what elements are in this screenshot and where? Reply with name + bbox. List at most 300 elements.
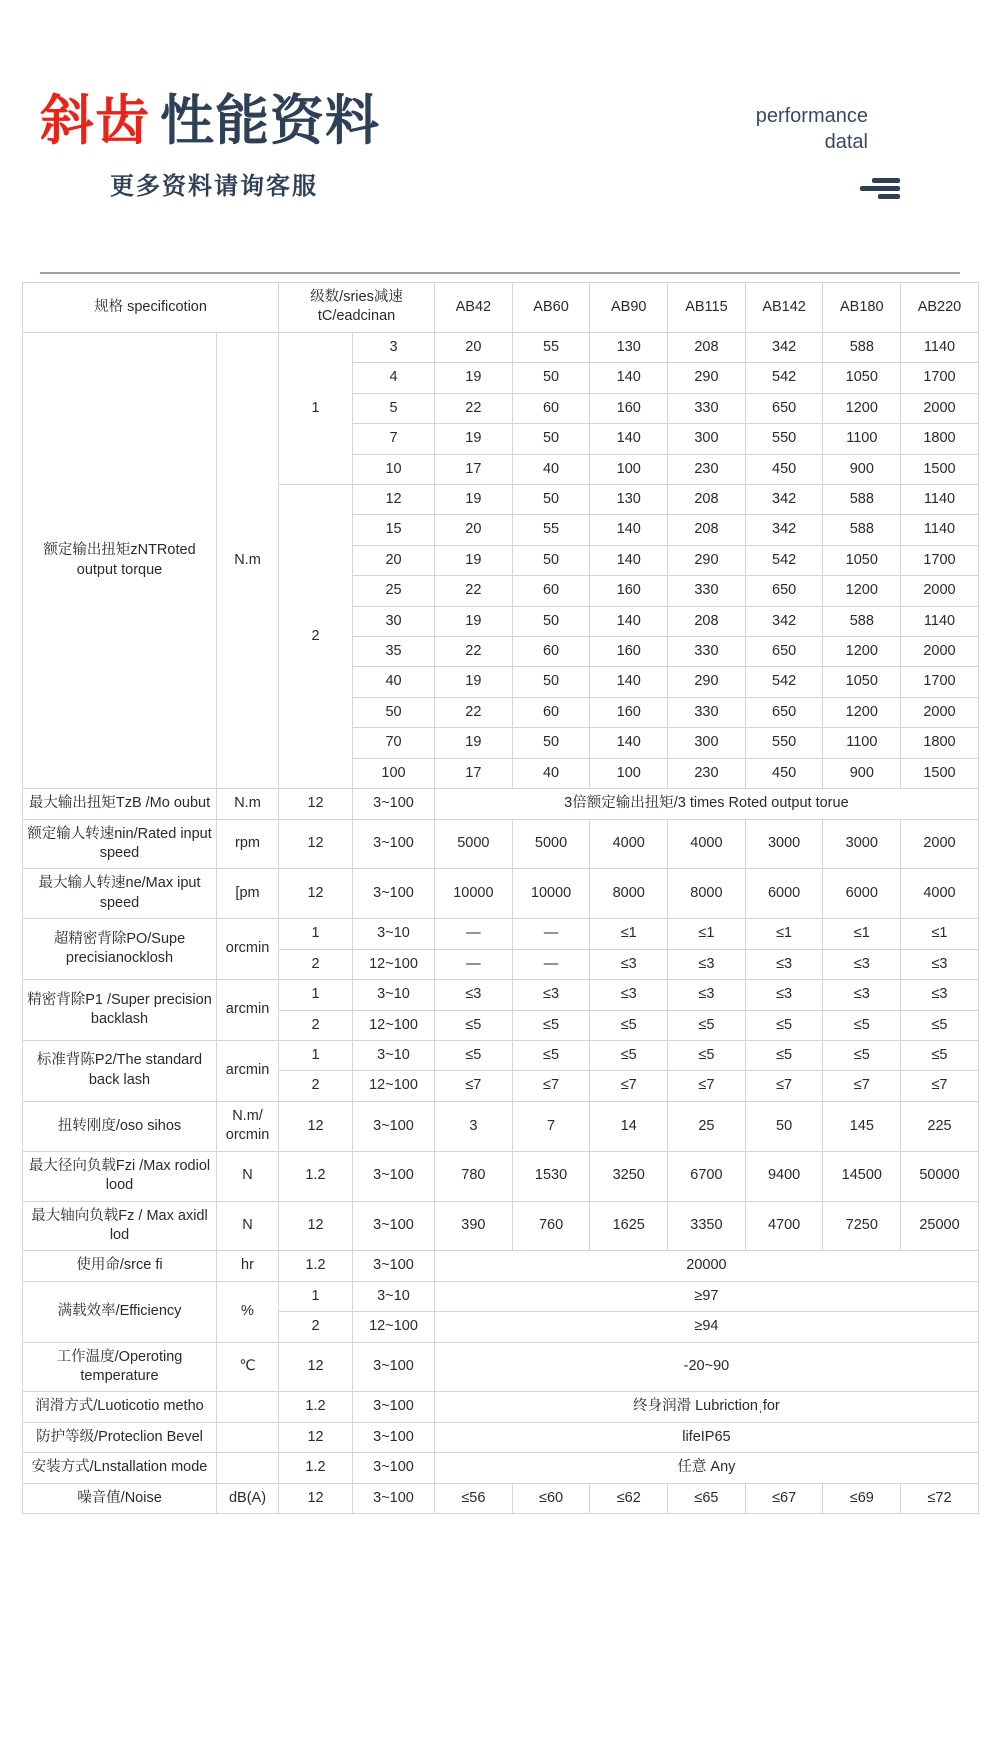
row-label-max-torque: 最大输出扭矩TzB /Mo oubut <box>23 789 217 819</box>
value-cell: 588 <box>823 484 901 514</box>
value-cell: 50 <box>512 667 590 697</box>
header-model-ab220: AB220 <box>901 283 979 333</box>
value-cell: ≤69 <box>823 1483 901 1513</box>
value-cell: 1500 <box>901 758 979 788</box>
value-cell: 1050 <box>823 545 901 575</box>
value-cell: 208 <box>668 515 746 545</box>
value-cell: 650 <box>745 637 823 667</box>
row-label-standard-backlash: 标准背陈P2/The standard back lash <box>23 1040 217 1101</box>
table-row <box>23 869 979 919</box>
row-label-rated-input-speed: 额定输人转速nin/Rated input speed <box>23 819 217 869</box>
table-row <box>23 1342 979 1392</box>
value-cell: 1100 <box>823 424 901 454</box>
ratio-cell: 3~100 <box>353 1483 435 1513</box>
row-label-max-axial-load: 最大轴向负载Fz / Max axidl lod <box>23 1201 217 1251</box>
value-cell: ≤60 <box>512 1483 590 1513</box>
value-cell: 225 <box>901 1101 979 1151</box>
value-cell: 6000 <box>823 869 901 919</box>
row-unit-lubrication <box>217 1392 279 1422</box>
merged-value-cell: lifeIP65 <box>435 1422 979 1452</box>
value-cell: ≤3 <box>668 980 746 1010</box>
ratio-cell: 35 <box>353 637 435 667</box>
value-cell: 60 <box>512 637 590 667</box>
ratio-cell: 4 <box>353 363 435 393</box>
value-cell: 3350 <box>668 1201 746 1251</box>
row-label-precision-backlash: 精密背除P1 /Super precision backlash <box>23 980 217 1041</box>
value-cell: 19 <box>435 545 513 575</box>
value-cell: 390 <box>435 1201 513 1251</box>
header-model-ab142: AB142 <box>745 283 823 333</box>
ratio-cell: 3~100 <box>353 1422 435 1452</box>
value-cell: 19 <box>435 728 513 758</box>
value-cell: 208 <box>668 606 746 636</box>
bars-icon <box>860 178 900 204</box>
row-unit-max-radial-load: N <box>217 1151 279 1201</box>
stage-cell: 1.2 <box>279 1392 353 1422</box>
value-cell: ≤7 <box>901 1071 979 1101</box>
value-cell: 60 <box>512 393 590 423</box>
value-cell: ≤1 <box>668 919 746 949</box>
row-unit-rated-input-speed: rpm <box>217 819 279 869</box>
row-unit-service-life: hr <box>217 1251 279 1281</box>
value-cell: 330 <box>668 576 746 606</box>
value-cell: 1200 <box>823 697 901 727</box>
ratio-cell: 50 <box>353 697 435 727</box>
row-unit-protection-level <box>217 1422 279 1452</box>
value-cell: 1700 <box>901 545 979 575</box>
value-cell: ≤1 <box>823 919 901 949</box>
row-unit-max-axial-load: N <box>217 1201 279 1251</box>
value-cell: 208 <box>668 484 746 514</box>
ratio-cell: 3 <box>353 332 435 362</box>
value-cell: 140 <box>590 515 668 545</box>
value-cell: 208 <box>668 332 746 362</box>
value-cell: 3 <box>435 1101 513 1151</box>
value-cell: 342 <box>745 484 823 514</box>
value-cell: ≤5 <box>823 1010 901 1040</box>
value-cell: 22 <box>435 576 513 606</box>
value-cell: 1050 <box>823 363 901 393</box>
value-cell: 145 <box>823 1101 901 1151</box>
value-cell: ≤3 <box>590 949 668 979</box>
table-row <box>23 1251 979 1281</box>
ratio-cell: 3~100 <box>353 869 435 919</box>
value-cell: 5000 <box>512 819 590 869</box>
value-cell: 1200 <box>823 637 901 667</box>
value-cell: ≤5 <box>745 1040 823 1070</box>
value-cell: 2000 <box>901 393 979 423</box>
value-cell: ≤1 <box>590 919 668 949</box>
value-cell: 1800 <box>901 728 979 758</box>
value-cell: 1140 <box>901 332 979 362</box>
value-cell: 160 <box>590 637 668 667</box>
value-cell: 20 <box>435 332 513 362</box>
header-model-ab115: AB115 <box>668 283 746 333</box>
value-cell: 10000 <box>512 869 590 919</box>
value-cell: 60 <box>512 697 590 727</box>
value-cell: 55 <box>512 515 590 545</box>
merged-value-cell: ≥94 <box>435 1312 979 1342</box>
value-cell: 1500 <box>901 454 979 484</box>
row-label-max-input-speed: 最大输人转速ne/Max iput speed <box>23 869 217 919</box>
header-model-ab90: AB90 <box>590 283 668 333</box>
value-cell: 8000 <box>668 869 746 919</box>
value-cell: 450 <box>745 454 823 484</box>
value-cell: 22 <box>435 637 513 667</box>
value-cell: 50 <box>512 606 590 636</box>
value-cell: ≤7 <box>435 1071 513 1101</box>
stage-cell: 12 <box>279 869 353 919</box>
value-cell: 3000 <box>823 819 901 869</box>
ratio-cell: 3~10 <box>353 1281 435 1311</box>
stage-cell: 1 <box>279 1281 353 1311</box>
value-cell: ≤3 <box>823 949 901 979</box>
value-cell: 140 <box>590 728 668 758</box>
value-cell: 25 <box>668 1101 746 1151</box>
value-cell: 2000 <box>901 637 979 667</box>
table-row <box>23 332 979 362</box>
value-cell: 130 <box>590 484 668 514</box>
table-row <box>23 1392 979 1422</box>
header-english-label <box>756 103 868 156</box>
value-cell: 22 <box>435 393 513 423</box>
stage-cell: 12 <box>279 1342 353 1392</box>
ratio-cell: 3~10 <box>353 980 435 1010</box>
value-cell: ≤5 <box>512 1010 590 1040</box>
row-unit-max-input-speed: [pm <box>217 869 279 919</box>
value-cell: 50 <box>512 728 590 758</box>
merged-value-cell: 3倍额定输出扭矩/3 times Roted output torue <box>435 789 979 819</box>
ratio-cell: 7 <box>353 424 435 454</box>
value-cell: ≤7 <box>668 1071 746 1101</box>
ratio-cell: 12~100 <box>353 1071 435 1101</box>
value-cell: ≤7 <box>823 1071 901 1101</box>
table-row <box>23 1101 979 1151</box>
value-cell: ≤3 <box>901 949 979 979</box>
value-cell: 14 <box>590 1101 668 1151</box>
value-cell: ≤3 <box>901 980 979 1010</box>
value-cell: 100 <box>590 454 668 484</box>
stage-cell: 12 <box>279 789 353 819</box>
stage-cell: 2 <box>279 949 353 979</box>
value-cell: 40 <box>512 454 590 484</box>
ratio-cell: 12~100 <box>353 1010 435 1040</box>
value-cell: ≤67 <box>745 1483 823 1513</box>
ratio-cell: 3~100 <box>353 1392 435 1422</box>
value-cell: ≤3 <box>745 949 823 979</box>
value-cell: 17 <box>435 758 513 788</box>
spec-table-container <box>0 282 1000 1538</box>
row-unit-noise: dB(A) <box>217 1483 279 1513</box>
row-label-service-life: 使用命/srce fi <box>23 1251 217 1281</box>
value-cell: ≤5 <box>901 1010 979 1040</box>
row-label-rated-torque: 额定输出扭矩zNTRoted output torque <box>23 332 217 788</box>
value-cell: 3000 <box>745 819 823 869</box>
value-cell: 1140 <box>901 515 979 545</box>
value-cell: 1530 <box>512 1151 590 1201</box>
value-cell: 2000 <box>901 576 979 606</box>
stage-cell: 12 <box>279 1201 353 1251</box>
value-cell: ≤7 <box>590 1071 668 1101</box>
stage-cell: 12 <box>279 1483 353 1513</box>
value-cell: 160 <box>590 393 668 423</box>
stage-cell: 1.2 <box>279 1453 353 1483</box>
stage-cell-2: 2 <box>279 484 353 788</box>
value-cell: 588 <box>823 606 901 636</box>
value-cell: 19 <box>435 606 513 636</box>
table-row <box>23 1281 979 1311</box>
value-cell: ≤72 <box>901 1483 979 1513</box>
value-cell: 6700 <box>668 1151 746 1201</box>
header-model-ab42: AB42 <box>435 283 513 333</box>
value-cell: 5000 <box>435 819 513 869</box>
table-row <box>23 1201 979 1251</box>
value-cell: 140 <box>590 545 668 575</box>
value-cell: 100 <box>590 758 668 788</box>
value-cell: 330 <box>668 393 746 423</box>
stage-cell: 2 <box>279 1071 353 1101</box>
value-cell: 550 <box>745 728 823 758</box>
value-cell: 60 <box>512 576 590 606</box>
value-cell: 8000 <box>590 869 668 919</box>
value-cell: 588 <box>823 332 901 362</box>
stage-cell: 2 <box>279 1312 353 1342</box>
value-cell: ≤62 <box>590 1483 668 1513</box>
value-cell: 50 <box>745 1101 823 1151</box>
value-cell: 290 <box>668 667 746 697</box>
value-cell: 1100 <box>823 728 901 758</box>
value-cell: 900 <box>823 758 901 788</box>
value-cell: 542 <box>745 545 823 575</box>
value-cell: 1625 <box>590 1201 668 1251</box>
header-english-line2: datal <box>824 131 868 154</box>
header-english-line1: performance <box>755 105 868 127</box>
value-cell: — <box>435 949 513 979</box>
value-cell: 342 <box>745 332 823 362</box>
ratio-cell: 5 <box>353 393 435 423</box>
row-unit-max-torque: N.m <box>217 789 279 819</box>
ratio-cell: 40 <box>353 667 435 697</box>
ratio-cell: 10 <box>353 454 435 484</box>
value-cell: ≤5 <box>590 1040 668 1070</box>
ratio-cell: 3~100 <box>353 1151 435 1201</box>
ratio-cell: 12~100 <box>353 1312 435 1342</box>
stage-cell: 12 <box>279 1422 353 1452</box>
value-cell: ≤5 <box>512 1040 590 1070</box>
value-cell: 342 <box>745 606 823 636</box>
row-label-torsional-stiffness: 扭转刚度/oso sihos <box>23 1101 217 1151</box>
value-cell: — <box>512 919 590 949</box>
row-label-ultra-precision-backlash: 超精密背除PO/Supe precisianocklosh <box>23 919 217 980</box>
header-model-ab60: AB60 <box>512 283 590 333</box>
value-cell: 140 <box>590 667 668 697</box>
value-cell: 780 <box>435 1151 513 1201</box>
row-label-operating-temperature: 工作温度/Operoting temperature <box>23 1342 217 1392</box>
stage-cell: 12 <box>279 819 353 869</box>
value-cell: 4000 <box>668 819 746 869</box>
value-cell: ≤7 <box>745 1071 823 1101</box>
value-cell: ≤1 <box>745 919 823 949</box>
value-cell: 25000 <box>901 1201 979 1251</box>
value-cell: 542 <box>745 667 823 697</box>
value-cell: ≤56 <box>435 1483 513 1513</box>
value-cell: ≤5 <box>668 1010 746 1040</box>
page-header <box>0 0 1000 282</box>
value-cell: 40 <box>512 758 590 788</box>
ratio-cell: 100 <box>353 758 435 788</box>
value-cell: 22 <box>435 697 513 727</box>
value-cell: 1200 <box>823 393 901 423</box>
value-cell: 588 <box>823 515 901 545</box>
value-cell: 2000 <box>901 697 979 727</box>
value-cell: 50 <box>512 363 590 393</box>
value-cell: 130 <box>590 332 668 362</box>
value-cell: 650 <box>745 697 823 727</box>
ratio-cell: 20 <box>353 545 435 575</box>
header-specification: 规格 specificotion <box>23 283 279 333</box>
value-cell: ≤5 <box>435 1040 513 1070</box>
value-cell: 20 <box>435 515 513 545</box>
value-cell: ≤3 <box>823 980 901 1010</box>
value-cell: 542 <box>745 363 823 393</box>
ratio-cell: 12 <box>353 484 435 514</box>
ratio-cell: 15 <box>353 515 435 545</box>
value-cell: ≤65 <box>668 1483 746 1513</box>
bars-icon-line-1 <box>872 178 900 183</box>
header-divider <box>40 272 960 274</box>
title-block <box>40 92 380 201</box>
table-row <box>23 1040 979 1070</box>
value-cell: 17 <box>435 454 513 484</box>
value-cell: 290 <box>668 363 746 393</box>
table-row <box>23 789 979 819</box>
row-label-noise: 噪音值/Noise <box>23 1483 217 1513</box>
ratio-cell: 3~100 <box>353 1251 435 1281</box>
value-cell: ≤1 <box>901 919 979 949</box>
value-cell: 6000 <box>745 869 823 919</box>
merged-value-cell: 任意 Any <box>435 1453 979 1483</box>
value-cell: 1140 <box>901 606 979 636</box>
page-title-highlight: 斜齿 <box>40 91 150 151</box>
value-cell: 19 <box>435 484 513 514</box>
value-cell: 140 <box>590 606 668 636</box>
value-cell: 10000 <box>435 869 513 919</box>
table-row <box>23 1453 979 1483</box>
header-stage-ratio: 级数/sries减速tC/eadcinan <box>279 283 435 333</box>
row-unit-efficiency: % <box>217 1281 279 1342</box>
value-cell: 550 <box>745 424 823 454</box>
value-cell: ≤3 <box>512 980 590 1010</box>
value-cell: ≤5 <box>745 1010 823 1040</box>
value-cell: 2000 <box>901 819 979 869</box>
value-cell: 290 <box>668 545 746 575</box>
value-cell: ≤5 <box>668 1040 746 1070</box>
stage-cell: 1 <box>279 980 353 1010</box>
row-label-efficiency: 满载效率/Efficiency <box>23 1281 217 1342</box>
value-cell: 7 <box>512 1101 590 1151</box>
ratio-cell: 25 <box>353 576 435 606</box>
ratio-cell: 70 <box>353 728 435 758</box>
value-cell: 19 <box>435 363 513 393</box>
value-cell: 1200 <box>823 576 901 606</box>
value-cell: 650 <box>745 393 823 423</box>
value-cell: 7250 <box>823 1201 901 1251</box>
specification-table <box>22 282 979 1514</box>
ratio-cell: 12~100 <box>353 949 435 979</box>
ratio-cell: 3~100 <box>353 819 435 869</box>
value-cell: 230 <box>668 758 746 788</box>
table-row <box>23 1422 979 1452</box>
stage-cell-1: 1 <box>279 332 353 484</box>
row-unit-installation-mode <box>217 1453 279 1483</box>
value-cell: 19 <box>435 424 513 454</box>
value-cell: 55 <box>512 332 590 362</box>
stage-cell: 1 <box>279 1040 353 1070</box>
ratio-cell: 30 <box>353 606 435 636</box>
value-cell: 3250 <box>590 1151 668 1201</box>
table-header-row <box>23 283 979 333</box>
value-cell: 160 <box>590 697 668 727</box>
value-cell: ≤5 <box>823 1040 901 1070</box>
ratio-cell: 3~10 <box>353 1040 435 1070</box>
value-cell: 300 <box>668 728 746 758</box>
stage-cell: 1.2 <box>279 1151 353 1201</box>
value-cell: 1800 <box>901 424 979 454</box>
value-cell: 4700 <box>745 1201 823 1251</box>
value-cell: 1140 <box>901 484 979 514</box>
page-title-rest: 性能资料 <box>160 91 380 151</box>
row-unit-rated-torque: N.m <box>217 332 279 788</box>
merged-value-cell: ≥97 <box>435 1281 979 1311</box>
ratio-cell: 3~100 <box>353 1342 435 1392</box>
row-label-installation-mode: 安装方式/Lnstallation mode <box>23 1453 217 1483</box>
value-cell: 50 <box>512 424 590 454</box>
page-title <box>40 92 380 150</box>
row-unit-operating-temperature: ℃ <box>217 1342 279 1392</box>
stage-cell: 2 <box>279 1010 353 1040</box>
value-cell: 330 <box>668 637 746 667</box>
table-row <box>23 919 979 949</box>
value-cell: 4000 <box>590 819 668 869</box>
value-cell: — <box>435 919 513 949</box>
row-unit-precision-backlash: arcmin <box>217 980 279 1041</box>
value-cell: 760 <box>512 1201 590 1251</box>
merged-value-cell: 终身润滑 Lubrictionˌfor <box>435 1392 979 1422</box>
value-cell: 450 <box>745 758 823 788</box>
value-cell: ≤5 <box>435 1010 513 1040</box>
value-cell: 1050 <box>823 667 901 697</box>
value-cell: 230 <box>668 454 746 484</box>
row-label-lubrication: 润滑方式/Luoticotio metho <box>23 1392 217 1422</box>
header-model-ab180: AB180 <box>823 283 901 333</box>
ratio-cell: 3~100 <box>353 1101 435 1151</box>
bars-icon-line-3 <box>878 194 900 199</box>
row-unit-ultra-precision-backlash: orcmin <box>217 919 279 980</box>
value-cell: 4000 <box>901 869 979 919</box>
value-cell: 50 <box>512 484 590 514</box>
value-cell: 50 <box>512 545 590 575</box>
value-cell: ≤3 <box>435 980 513 1010</box>
value-cell: 50000 <box>901 1151 979 1201</box>
table-row <box>23 1483 979 1513</box>
ratio-cell: 3~10 <box>353 919 435 949</box>
value-cell: ≤3 <box>668 949 746 979</box>
value-cell: 19 <box>435 667 513 697</box>
merged-value-cell: 20000 <box>435 1251 979 1281</box>
value-cell: — <box>512 949 590 979</box>
value-cell: ≤3 <box>590 980 668 1010</box>
value-cell: ≤3 <box>745 980 823 1010</box>
